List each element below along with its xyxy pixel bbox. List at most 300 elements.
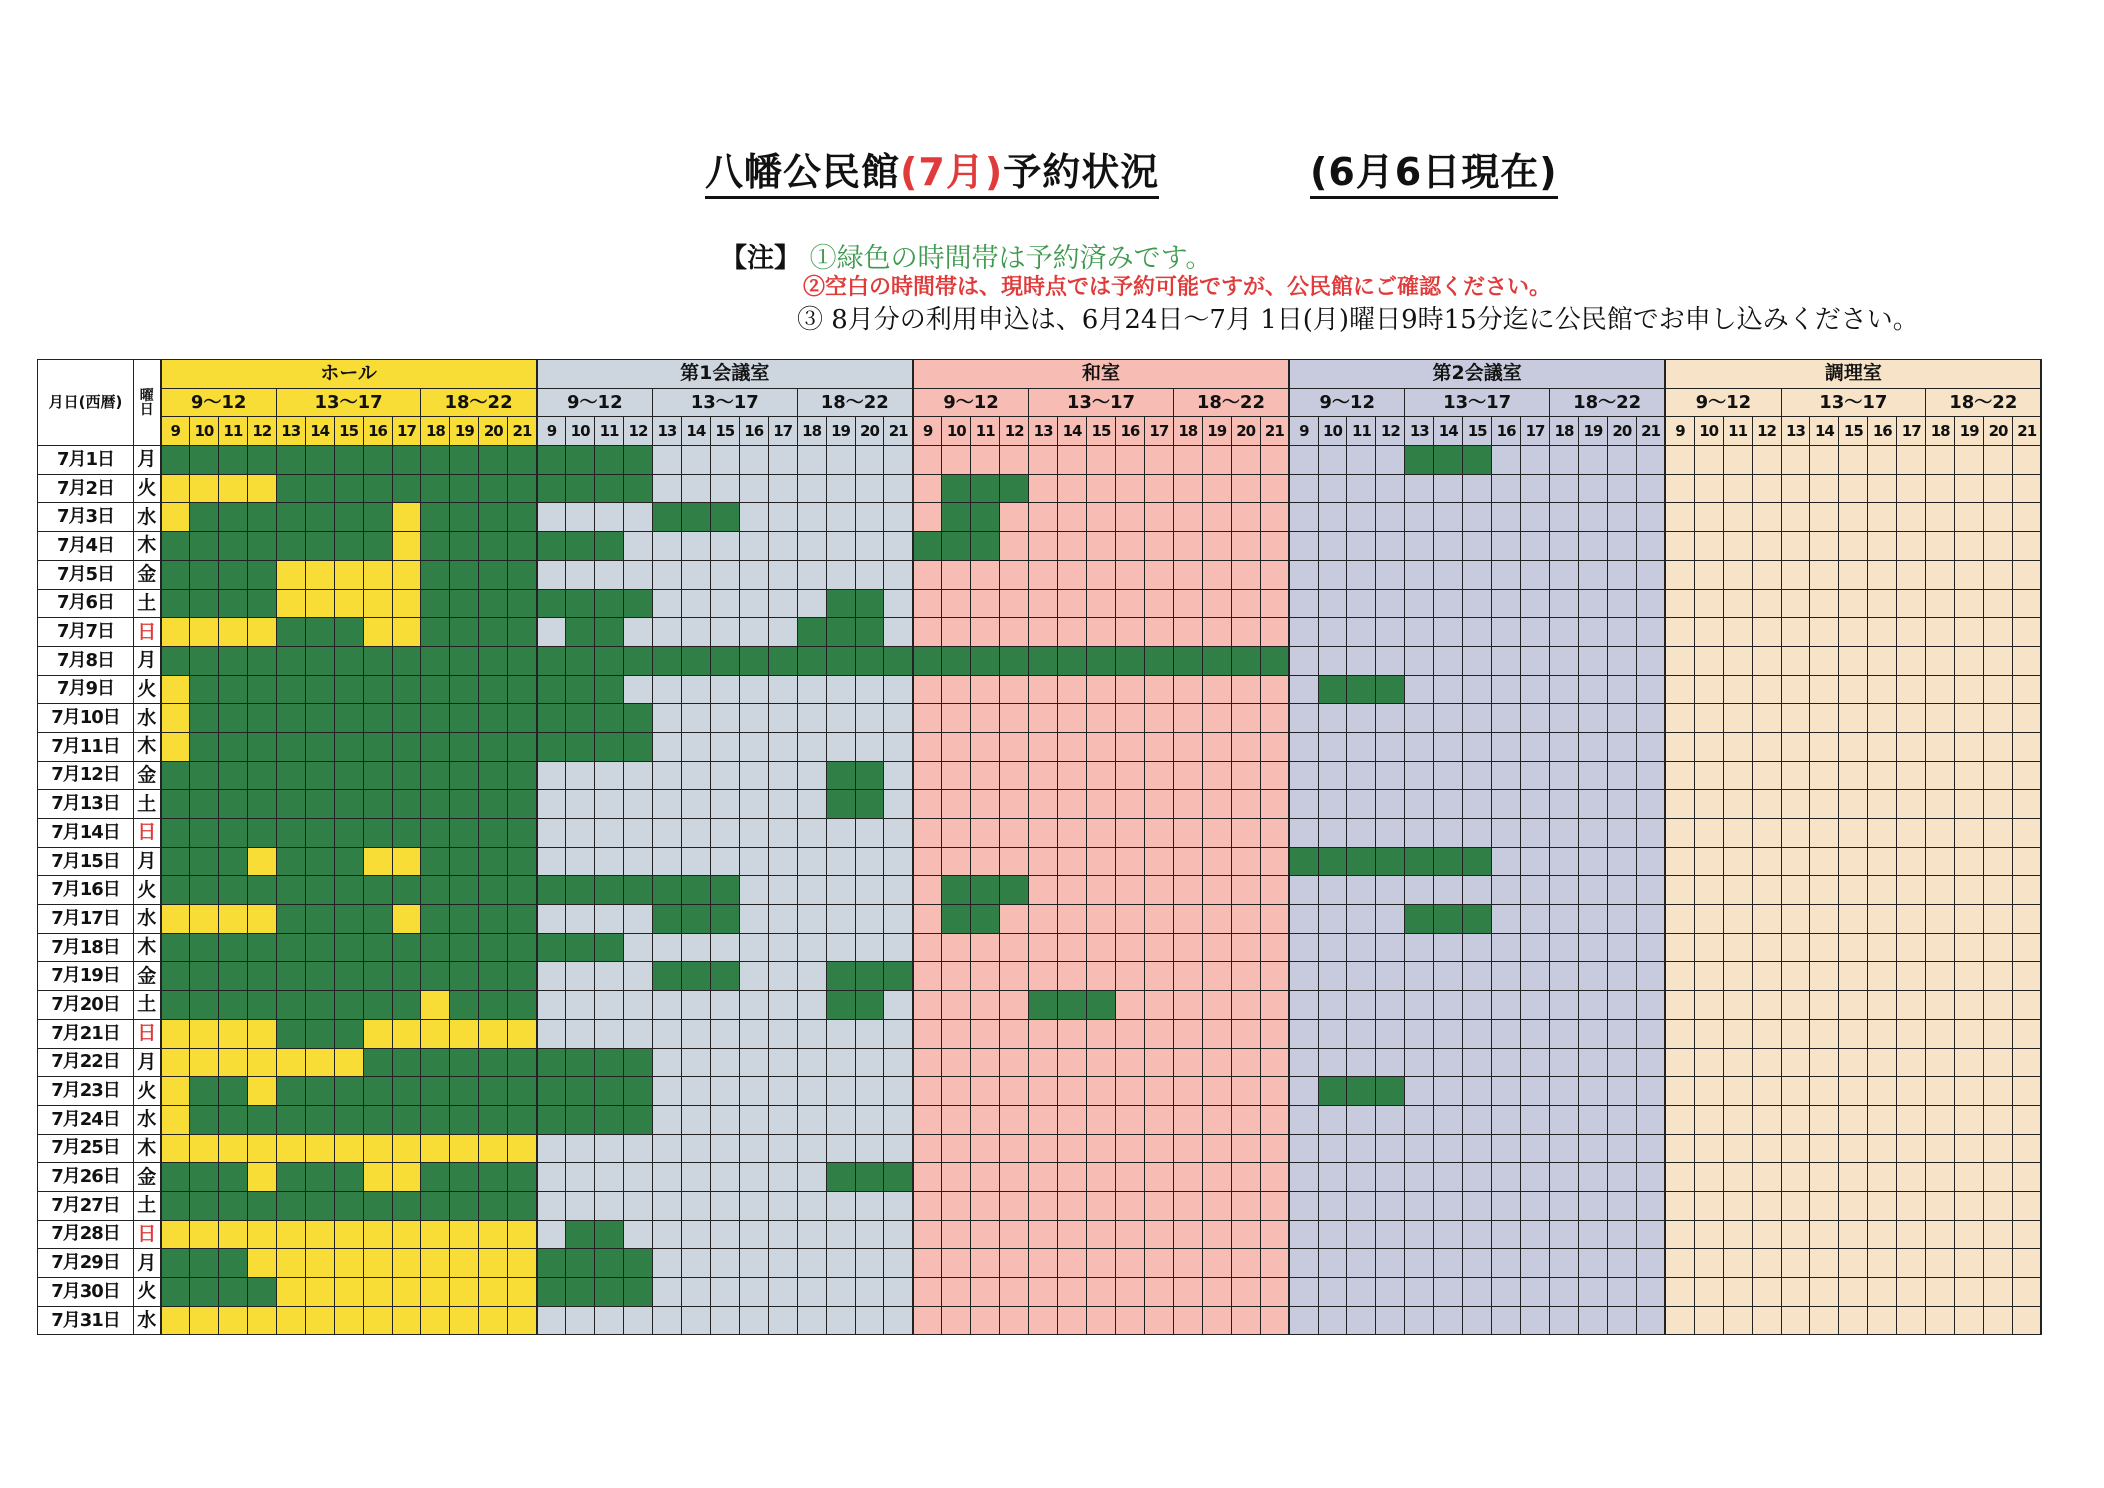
hour-header: 10 bbox=[1694, 417, 1723, 446]
available-slot bbox=[1202, 532, 1231, 561]
available-slot bbox=[1492, 761, 1521, 790]
booked-slot bbox=[710, 876, 739, 905]
available-slot bbox=[1984, 847, 2013, 876]
available-slot bbox=[1636, 761, 1665, 790]
available-slot bbox=[1347, 732, 1376, 761]
time-block-header: 9～12 bbox=[913, 388, 1029, 417]
available-slot bbox=[305, 1278, 334, 1307]
available-slot bbox=[1752, 933, 1781, 962]
available-slot bbox=[1289, 905, 1318, 934]
available-slot bbox=[681, 1048, 710, 1077]
available-slot bbox=[2013, 1278, 2042, 1307]
available-slot bbox=[1405, 1077, 1434, 1106]
available-slot bbox=[884, 1220, 913, 1249]
available-slot bbox=[1607, 704, 1636, 733]
available-slot bbox=[1521, 675, 1550, 704]
available-slot bbox=[1058, 732, 1087, 761]
available-slot bbox=[1926, 819, 1955, 848]
available-slot bbox=[971, 962, 1000, 991]
available-slot bbox=[1984, 446, 2013, 475]
available-slot bbox=[1550, 991, 1579, 1020]
available-slot bbox=[884, 1077, 913, 1106]
available-slot bbox=[1723, 1220, 1752, 1249]
available-slot bbox=[161, 1048, 190, 1077]
available-slot bbox=[1694, 1306, 1723, 1335]
time-block-header: 9～12 bbox=[161, 388, 277, 417]
booked-slot bbox=[161, 819, 190, 848]
available-slot bbox=[1607, 905, 1636, 934]
weekday-cell: 金 bbox=[134, 962, 161, 991]
booked-slot bbox=[855, 589, 884, 618]
available-slot bbox=[2013, 1105, 2042, 1134]
booked-slot bbox=[421, 962, 450, 991]
booked-slot bbox=[421, 790, 450, 819]
available-slot bbox=[1550, 876, 1579, 905]
booked-slot bbox=[392, 819, 421, 848]
available-slot bbox=[1839, 790, 1868, 819]
booked-slot bbox=[595, 1105, 624, 1134]
available-slot bbox=[739, 876, 768, 905]
available-slot bbox=[1810, 1220, 1839, 1249]
available-slot bbox=[1578, 675, 1607, 704]
available-slot bbox=[1521, 790, 1550, 819]
available-slot bbox=[1839, 761, 1868, 790]
available-slot bbox=[1752, 1306, 1781, 1335]
available-slot bbox=[247, 474, 276, 503]
hour-header: 20 bbox=[479, 417, 508, 446]
booked-slot bbox=[276, 761, 305, 790]
available-slot bbox=[363, 1278, 392, 1307]
table-row bbox=[38, 589, 2042, 618]
available-slot bbox=[1955, 675, 1984, 704]
available-slot bbox=[1405, 991, 1434, 1020]
available-slot bbox=[1318, 474, 1347, 503]
available-slot bbox=[1781, 933, 1810, 962]
available-slot bbox=[884, 1306, 913, 1335]
available-slot bbox=[1868, 761, 1897, 790]
booked-slot bbox=[392, 704, 421, 733]
available-slot bbox=[1463, 1105, 1492, 1134]
room-header: 第1会議室 bbox=[537, 360, 913, 389]
available-slot bbox=[1347, 790, 1376, 819]
available-slot bbox=[1202, 962, 1231, 991]
available-slot bbox=[1781, 503, 1810, 532]
available-slot bbox=[1578, 589, 1607, 618]
available-slot bbox=[855, 1306, 884, 1335]
available-slot bbox=[797, 1249, 826, 1278]
available-slot bbox=[1492, 503, 1521, 532]
available-slot bbox=[913, 618, 942, 647]
booked-slot bbox=[1289, 847, 1318, 876]
available-slot bbox=[1376, 1191, 1405, 1220]
available-slot bbox=[1665, 732, 1694, 761]
booked-slot bbox=[276, 847, 305, 876]
available-slot bbox=[1347, 1163, 1376, 1192]
available-slot bbox=[1694, 905, 1723, 934]
available-slot bbox=[1781, 1163, 1810, 1192]
available-slot bbox=[1550, 962, 1579, 991]
available-slot bbox=[1000, 589, 1029, 618]
booked-slot bbox=[595, 1278, 624, 1307]
booked-slot bbox=[1115, 646, 1144, 675]
available-slot bbox=[768, 991, 797, 1020]
available-slot bbox=[1984, 876, 2013, 905]
available-slot bbox=[1144, 991, 1173, 1020]
available-slot bbox=[1347, 1220, 1376, 1249]
available-slot bbox=[1521, 1077, 1550, 1106]
booked-slot bbox=[334, 905, 363, 934]
available-slot bbox=[1231, 905, 1260, 934]
available-slot bbox=[1029, 675, 1058, 704]
available-slot bbox=[739, 1105, 768, 1134]
available-slot bbox=[1926, 446, 1955, 475]
available-slot bbox=[1000, 732, 1029, 761]
available-slot bbox=[739, 474, 768, 503]
available-slot bbox=[1868, 790, 1897, 819]
available-slot bbox=[1231, 589, 1260, 618]
available-slot bbox=[739, 991, 768, 1020]
available-slot bbox=[1492, 675, 1521, 704]
available-slot bbox=[768, 1278, 797, 1307]
available-slot bbox=[1087, 876, 1116, 905]
available-slot bbox=[1376, 704, 1405, 733]
available-slot bbox=[652, 1105, 681, 1134]
available-slot bbox=[710, 532, 739, 561]
available-slot bbox=[1694, 446, 1723, 475]
available-slot bbox=[1781, 819, 1810, 848]
available-slot bbox=[1781, 876, 1810, 905]
booked-slot bbox=[1231, 646, 1260, 675]
available-slot bbox=[884, 474, 913, 503]
available-slot bbox=[1029, 876, 1058, 905]
available-slot bbox=[1202, 790, 1231, 819]
available-slot bbox=[1144, 503, 1173, 532]
table-row bbox=[38, 1191, 2042, 1220]
booked-slot bbox=[479, 618, 508, 647]
available-slot bbox=[797, 675, 826, 704]
booked-slot bbox=[392, 962, 421, 991]
available-slot bbox=[1463, 962, 1492, 991]
available-slot bbox=[797, 1134, 826, 1163]
available-slot bbox=[797, 876, 826, 905]
title-month: (7月) bbox=[900, 150, 1004, 194]
booked-slot bbox=[566, 618, 595, 647]
booked-slot bbox=[508, 704, 537, 733]
booked-slot bbox=[392, 933, 421, 962]
available-slot bbox=[1955, 847, 1984, 876]
available-slot bbox=[1173, 761, 1202, 790]
title-area bbox=[0, 150, 2104, 200]
available-slot bbox=[1434, 1191, 1463, 1220]
available-slot bbox=[1578, 704, 1607, 733]
available-slot bbox=[739, 1019, 768, 1048]
available-slot bbox=[1839, 1249, 1868, 1278]
booked-slot bbox=[537, 646, 566, 675]
available-slot bbox=[1318, 532, 1347, 561]
booked-slot bbox=[595, 446, 624, 475]
available-slot bbox=[1000, 933, 1029, 962]
available-slot bbox=[913, 446, 942, 475]
available-slot bbox=[1984, 933, 2013, 962]
available-slot bbox=[1231, 1077, 1260, 1106]
booked-slot bbox=[1405, 446, 1434, 475]
booked-slot bbox=[479, 905, 508, 934]
available-slot bbox=[681, 560, 710, 589]
available-slot bbox=[1058, 1105, 1087, 1134]
available-slot bbox=[1752, 1220, 1781, 1249]
available-slot bbox=[1897, 474, 1926, 503]
available-slot bbox=[537, 503, 566, 532]
available-slot bbox=[1058, 905, 1087, 934]
available-slot bbox=[1752, 1048, 1781, 1077]
available-slot bbox=[1810, 905, 1839, 934]
available-slot bbox=[942, 589, 971, 618]
available-slot bbox=[826, 1019, 855, 1048]
available-slot bbox=[1434, 1306, 1463, 1335]
available-slot bbox=[855, 1048, 884, 1077]
booked-slot bbox=[479, 503, 508, 532]
booked-slot bbox=[218, 1249, 247, 1278]
available-slot bbox=[1926, 1019, 1955, 1048]
booked-slot bbox=[1463, 847, 1492, 876]
booked-slot bbox=[479, 847, 508, 876]
available-slot bbox=[1463, 761, 1492, 790]
booked-slot bbox=[421, 503, 450, 532]
available-slot bbox=[1347, 819, 1376, 848]
available-slot bbox=[710, 1077, 739, 1106]
booked-slot bbox=[1463, 446, 1492, 475]
available-slot bbox=[1463, 876, 1492, 905]
booked-slot bbox=[624, 446, 653, 475]
available-slot bbox=[1607, 1048, 1636, 1077]
booked-slot bbox=[971, 646, 1000, 675]
available-slot bbox=[1607, 819, 1636, 848]
available-slot bbox=[1347, 474, 1376, 503]
booked-slot bbox=[508, 646, 537, 675]
available-slot bbox=[1289, 560, 1318, 589]
booked-slot bbox=[508, 1105, 537, 1134]
available-slot bbox=[1144, 819, 1173, 848]
hour-header: 16 bbox=[363, 417, 392, 446]
available-slot bbox=[913, 933, 942, 962]
booked-slot bbox=[479, 474, 508, 503]
booked-slot bbox=[421, 560, 450, 589]
available-slot bbox=[1492, 474, 1521, 503]
available-slot bbox=[1492, 732, 1521, 761]
available-slot bbox=[1231, 1191, 1260, 1220]
available-slot bbox=[1607, 474, 1636, 503]
booked-slot bbox=[595, 704, 624, 733]
available-slot bbox=[1607, 1163, 1636, 1192]
available-slot bbox=[1115, 962, 1144, 991]
available-slot bbox=[1636, 704, 1665, 733]
available-slot bbox=[1202, 847, 1231, 876]
available-slot bbox=[1231, 1306, 1260, 1335]
booked-slot bbox=[189, 991, 218, 1020]
available-slot bbox=[1665, 1249, 1694, 1278]
available-slot bbox=[508, 1249, 537, 1278]
hour-header: 12 bbox=[1000, 417, 1029, 446]
booked-slot bbox=[247, 675, 276, 704]
available-slot bbox=[1115, 761, 1144, 790]
weekday-cell: 日 bbox=[134, 1019, 161, 1048]
hour-header: 21 bbox=[1636, 417, 1665, 446]
booked-slot bbox=[189, 819, 218, 848]
available-slot bbox=[710, 790, 739, 819]
available-slot bbox=[1347, 704, 1376, 733]
available-slot bbox=[1058, 560, 1087, 589]
available-slot bbox=[1839, 1019, 1868, 1048]
booked-slot bbox=[334, 503, 363, 532]
available-slot bbox=[1144, 675, 1173, 704]
available-slot bbox=[1521, 761, 1550, 790]
available-slot bbox=[305, 1048, 334, 1077]
available-slot bbox=[739, 905, 768, 934]
available-slot bbox=[1115, 790, 1144, 819]
booked-slot bbox=[797, 646, 826, 675]
available-slot bbox=[913, 1306, 942, 1335]
available-slot bbox=[1984, 991, 2013, 1020]
booked-slot bbox=[566, 1077, 595, 1106]
available-slot bbox=[1115, 618, 1144, 647]
available-slot bbox=[1492, 1105, 1521, 1134]
available-slot bbox=[218, 905, 247, 934]
hour-header: 10 bbox=[566, 417, 595, 446]
available-slot bbox=[1868, 1105, 1897, 1134]
available-slot bbox=[681, 847, 710, 876]
available-slot bbox=[739, 1163, 768, 1192]
booked-slot bbox=[1087, 646, 1116, 675]
booked-slot bbox=[276, 532, 305, 561]
available-slot bbox=[566, 819, 595, 848]
available-slot bbox=[1115, 1048, 1144, 1077]
available-slot bbox=[826, 1306, 855, 1335]
weekday-cell: 水 bbox=[134, 503, 161, 532]
booked-slot bbox=[392, 474, 421, 503]
booked-slot bbox=[392, 991, 421, 1020]
available-slot bbox=[1752, 761, 1781, 790]
available-slot bbox=[1144, 790, 1173, 819]
booked-slot bbox=[479, 1048, 508, 1077]
available-slot bbox=[1723, 962, 1752, 991]
available-slot bbox=[971, 1105, 1000, 1134]
available-slot bbox=[1000, 819, 1029, 848]
available-slot bbox=[247, 1077, 276, 1106]
booked-slot bbox=[1376, 1077, 1405, 1106]
available-slot bbox=[537, 790, 566, 819]
available-slot bbox=[1810, 446, 1839, 475]
booked-slot bbox=[189, 933, 218, 962]
available-slot bbox=[739, 933, 768, 962]
available-slot bbox=[1810, 991, 1839, 1020]
booked-slot bbox=[508, 962, 537, 991]
booked-slot bbox=[218, 819, 247, 848]
available-slot bbox=[1839, 532, 1868, 561]
available-slot bbox=[1781, 1220, 1810, 1249]
available-slot bbox=[1202, 503, 1231, 532]
available-slot bbox=[537, 1306, 566, 1335]
table-row bbox=[38, 503, 2042, 532]
available-slot bbox=[1058, 1134, 1087, 1163]
available-slot bbox=[1752, 446, 1781, 475]
available-slot bbox=[971, 1163, 1000, 1192]
available-slot bbox=[739, 761, 768, 790]
hour-header: 14 bbox=[1058, 417, 1087, 446]
available-slot bbox=[768, 1163, 797, 1192]
available-slot bbox=[768, 589, 797, 618]
available-slot bbox=[942, 819, 971, 848]
booked-slot bbox=[334, 1105, 363, 1134]
booked-slot bbox=[450, 1077, 479, 1106]
booked-slot bbox=[276, 962, 305, 991]
weekday-cell: 火 bbox=[134, 675, 161, 704]
available-slot bbox=[1665, 1191, 1694, 1220]
available-slot bbox=[1405, 474, 1434, 503]
available-slot bbox=[1202, 1134, 1231, 1163]
booked-slot bbox=[189, 1163, 218, 1192]
available-slot bbox=[1260, 790, 1289, 819]
available-slot bbox=[826, 1077, 855, 1106]
available-slot bbox=[1029, 1105, 1058, 1134]
available-slot bbox=[1521, 589, 1550, 618]
available-slot bbox=[1289, 1191, 1318, 1220]
available-slot bbox=[681, 1019, 710, 1048]
available-slot bbox=[1260, 761, 1289, 790]
available-slot bbox=[1868, 618, 1897, 647]
available-slot bbox=[1347, 933, 1376, 962]
available-slot bbox=[1781, 1105, 1810, 1134]
available-slot bbox=[797, 732, 826, 761]
available-slot bbox=[739, 1249, 768, 1278]
available-slot bbox=[1636, 1191, 1665, 1220]
booked-slot bbox=[508, 1048, 537, 1077]
available-slot bbox=[2013, 732, 2042, 761]
available-slot bbox=[1231, 618, 1260, 647]
hour-header: 16 bbox=[1868, 417, 1897, 446]
available-slot bbox=[1955, 819, 1984, 848]
available-slot bbox=[1694, 1048, 1723, 1077]
available-slot bbox=[1550, 675, 1579, 704]
booked-slot bbox=[392, 675, 421, 704]
available-slot bbox=[1578, 1220, 1607, 1249]
available-slot bbox=[768, 503, 797, 532]
available-slot bbox=[1115, 532, 1144, 561]
time-block-header: 13～17 bbox=[1781, 388, 1926, 417]
available-slot bbox=[1694, 1191, 1723, 1220]
available-slot bbox=[913, 704, 942, 733]
available-slot bbox=[1723, 646, 1752, 675]
available-slot bbox=[392, 1019, 421, 1048]
available-slot bbox=[1578, 790, 1607, 819]
available-slot bbox=[1231, 1278, 1260, 1307]
available-slot bbox=[450, 1278, 479, 1307]
available-slot bbox=[1984, 1077, 2013, 1106]
available-slot bbox=[1868, 819, 1897, 848]
booked-slot bbox=[218, 532, 247, 561]
available-slot bbox=[2013, 876, 2042, 905]
available-slot bbox=[855, 503, 884, 532]
available-slot bbox=[247, 1249, 276, 1278]
available-slot bbox=[1897, 819, 1926, 848]
available-slot bbox=[1087, 819, 1116, 848]
available-slot bbox=[1289, 1278, 1318, 1307]
booked-slot bbox=[855, 790, 884, 819]
available-slot bbox=[1984, 1306, 2013, 1335]
available-slot bbox=[1058, 790, 1087, 819]
available-slot bbox=[595, 1306, 624, 1335]
available-slot bbox=[1550, 847, 1579, 876]
date-cell: 7月12日 bbox=[38, 761, 134, 790]
